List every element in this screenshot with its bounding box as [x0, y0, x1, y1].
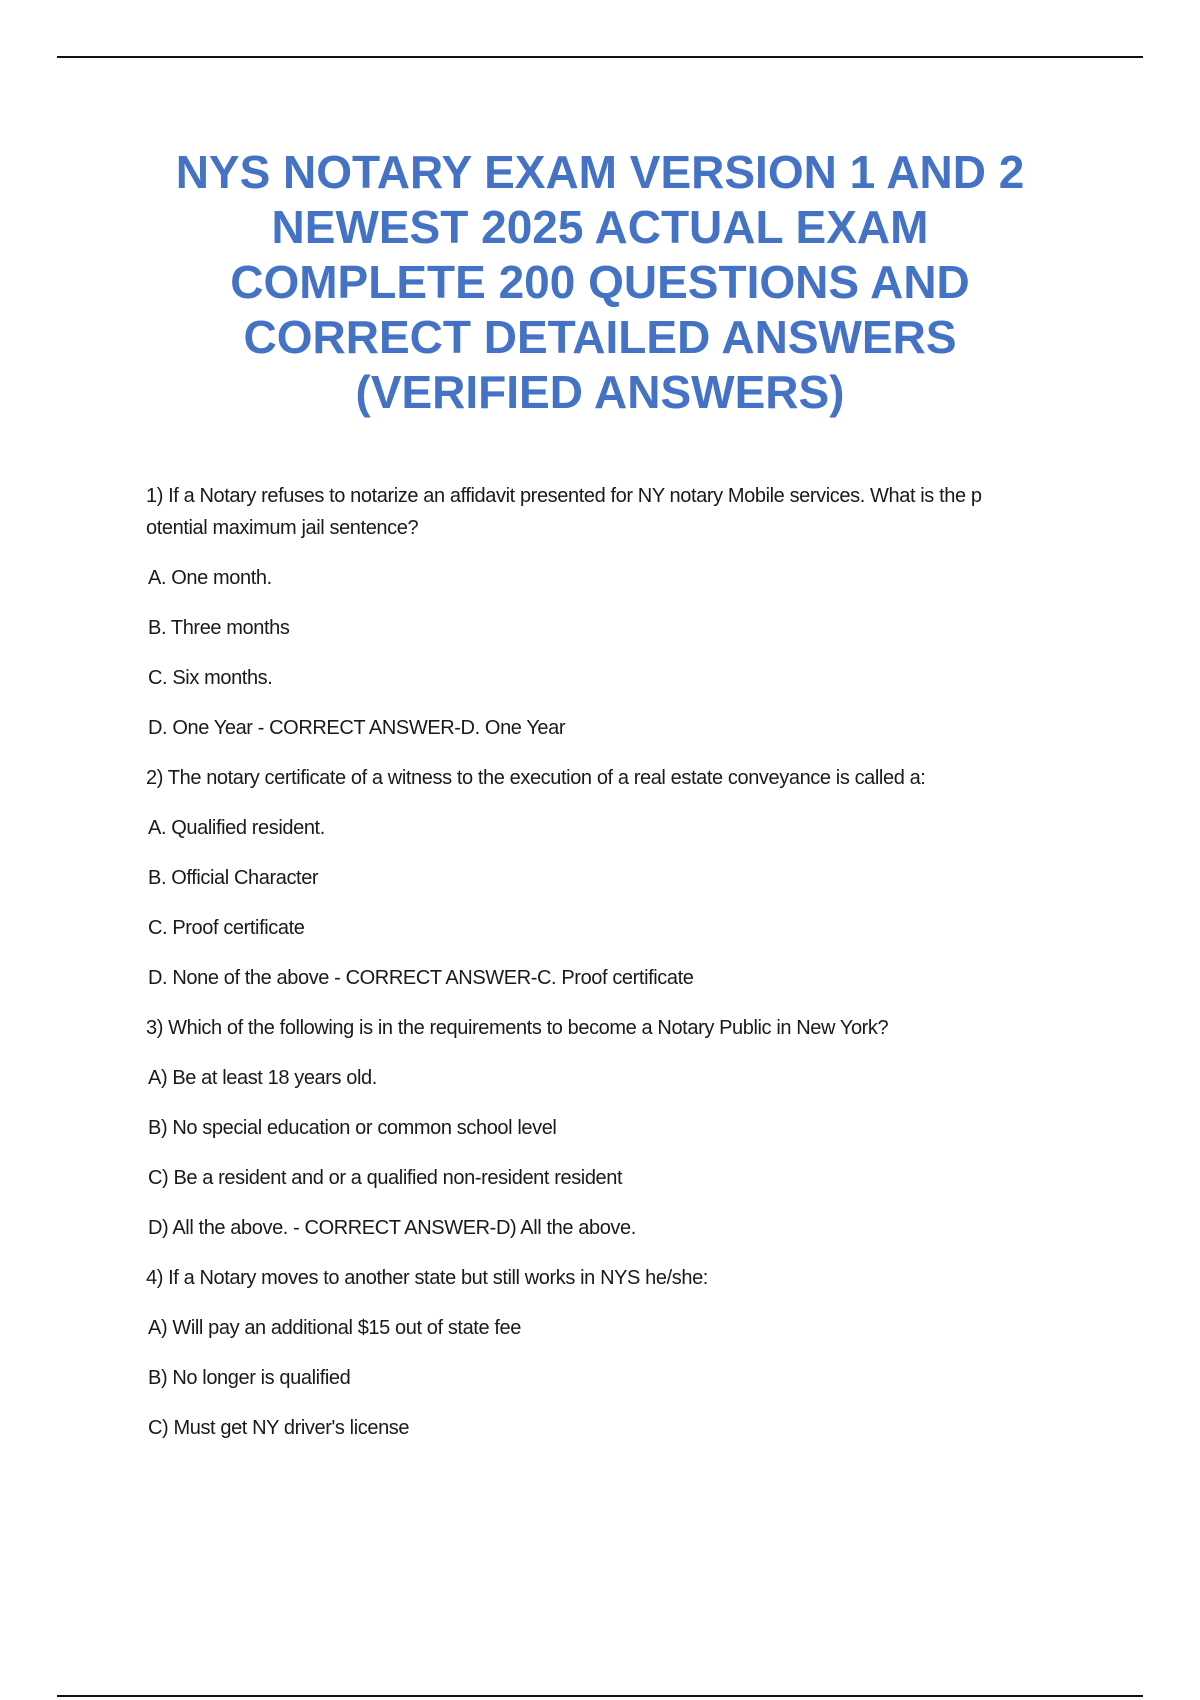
answer-option-correct: D. One Year - CORRECT ANSWER-D. One Year [148, 717, 566, 739]
answer-option: C. Six months. [148, 667, 273, 689]
question-text: otential maximum jail sentence? [146, 517, 419, 539]
answer-option-correct: D) All the above. - CORRECT ANSWER-D) All the above. [148, 1217, 636, 1239]
title-line: (VERIFIED ANSWERS) [355, 366, 845, 418]
top-rule [57, 56, 1143, 58]
answer-option: B) No special education or common school level [148, 1117, 557, 1139]
title-line: NYS NOTARY EXAM VERSION 1 AND 2 [175, 146, 1025, 198]
question-1 [146, 480, 1086, 544]
question-text: 1) If a Notary refuses to notarize an affidavit presented for NY notary Mobile services. What is the p [146, 485, 982, 507]
question-list [146, 480, 1086, 1462]
answer-option: B. Three months [148, 617, 290, 639]
bottom-rule [57, 1695, 1143, 1697]
answer-option: B. Official Character [148, 867, 319, 889]
answer-option: A) Be at least 18 years old. [148, 1067, 377, 1089]
answer-option: B) No longer is qualified [148, 1367, 351, 1389]
answer-option: A. Qualified resident. [148, 817, 325, 839]
document-title [100, 145, 1100, 420]
question-4: 4) If a Notary moves to another state but still works in NYS he/she: [146, 1267, 708, 1289]
title-line: CORRECT DETAILED ANSWERS [243, 311, 957, 363]
question-3: 3) Which of the following is in the requirements to become a Notary Public in New York? [146, 1017, 889, 1039]
answer-option: C) Must get NY driver's license [148, 1417, 410, 1439]
title-line: COMPLETE 200 QUESTIONS AND [230, 256, 970, 308]
answer-option: A) Will pay an additional $15 out of state fee [148, 1317, 521, 1339]
answer-option-correct: D. None of the above - CORRECT ANSWER-C. Proof certificate [148, 967, 694, 989]
title-line: NEWEST 2025 ACTUAL EXAM [271, 201, 929, 253]
answer-option: C) Be a resident and or a qualified non-resident resident [148, 1167, 623, 1189]
answer-option: A. One month. [148, 567, 272, 589]
question-2: 2) The notary certificate of a witness to the execution of a real estate conveyance is called a: [146, 767, 926, 789]
answer-option: C. Proof certificate [148, 917, 305, 939]
